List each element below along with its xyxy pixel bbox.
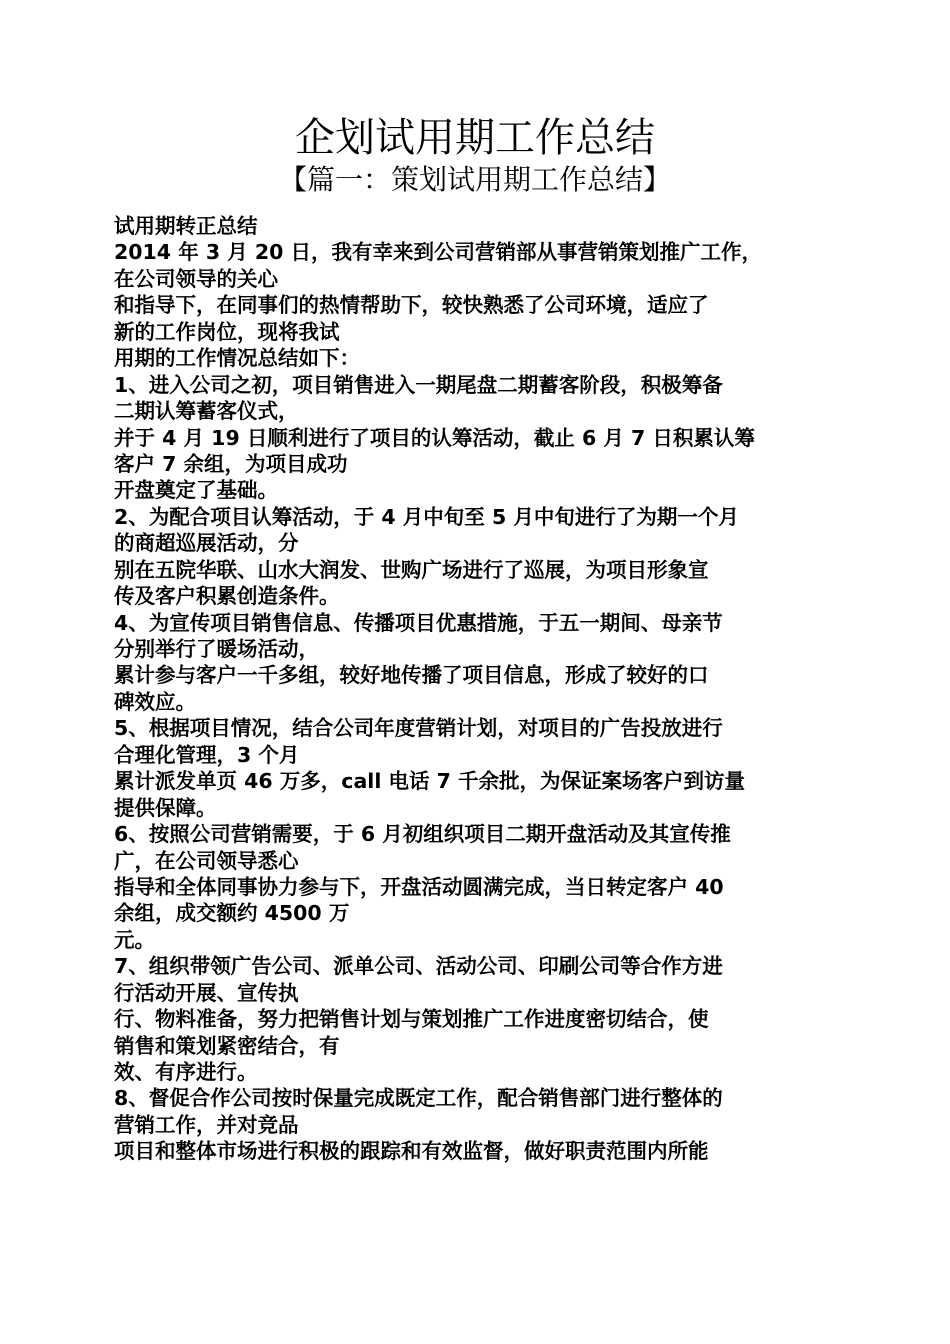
text-line: 1、进入公司之初，项目销售进入一期尾盘二期蓄客阶段，积极筹备 <box>114 372 723 397</box>
text-line: 广，在公司领导悉心 <box>114 848 299 873</box>
text-line: 累计参与客户一千多组，较好地传播了项目信息，形成了较好的口 <box>114 663 709 688</box>
text-line: 和指导下，在同事们的热情帮助下，较快熟悉了公司环境，适应了 <box>114 293 709 318</box>
text-line: 合理化管理，3 个月 <box>114 742 300 767</box>
text-line: 试用期转正总结 <box>114 214 258 238</box>
text-line: 别在五院华联、山水大润发、世购广场进行了巡展，为项目形象宣 <box>114 557 709 582</box>
text-line: 在公司领导的关心 <box>114 266 278 291</box>
text-line: 行活动开展、宣传执 <box>114 980 299 1005</box>
text-line: 用期的工作情况总结如下： <box>114 346 360 371</box>
text-line: 销售和策划紧密结合，有 <box>114 1033 340 1058</box>
text-line: 新的工作岗位，现将我试 <box>114 319 340 344</box>
text-line: 7、组织带领广告公司、派单公司、活动公司、印刷公司等合作方进 <box>114 954 723 979</box>
text-line: 指导和全体同事协力参与下，开盘活动圆满完成，当日转定客户 40 <box>114 874 724 899</box>
text-line: 5、根据项目情况，结合公司年度营销计划，对项目的广告投放进行 <box>114 716 723 741</box>
text-line: 8、督促合作公司按时保量完成既定工作，配合销售部门进行整体的 <box>114 1086 723 1111</box>
text-line: 行、物料准备，努力把销售计划与策划推广工作进度密切结合，使 <box>114 1007 709 1032</box>
text-line: 二期认筹蓄客仪式， <box>114 399 299 424</box>
document-title: 企划试用期工作总结 <box>295 115 655 161</box>
document-subtitle: 【篇一：策划试用期工作总结】 <box>278 163 671 196</box>
text-line: 客户 7 余组，为项目成功 <box>114 451 348 476</box>
text-line: 元。 <box>114 927 155 952</box>
text-line: 传及客户积累创造条件。 <box>114 584 340 609</box>
text-line: 2014 年 3 月 20 日，我有幸来到公司营销部从事营销策划推广工作， <box>114 240 763 265</box>
text-line: 碑效应。 <box>114 689 196 714</box>
text-line: 提供保障。 <box>114 795 217 820</box>
text-line: 开盘奠定了基础。 <box>114 478 278 503</box>
text-line: 项目和整体市场进行积极的跟踪和有效监督，做好职责范围内所能 <box>114 1139 709 1164</box>
text-line: 营销工作，并对竞品 <box>114 1112 299 1137</box>
text-line: 6、按照公司营销需要，于 6 月初组织项目二期开盘活动及其宣传推 <box>114 822 731 847</box>
text-line: 并于 4 月 19 日顺利进行了项目的认筹活动，截止 6 月 7 日积累认筹 <box>114 425 755 450</box>
text-line: 2、为配合项目认筹活动，于 4 月中旬至 5 月中旬进行了为期一个月 <box>114 504 739 529</box>
text-line: 4、为宣传项目销售信息、传播项目优惠措施，于五一期间、母亲节 <box>114 610 723 635</box>
text-line: 的商超巡展活动，分 <box>114 531 299 556</box>
text-line: 余组，成交额约 4500 万 <box>114 901 350 926</box>
text-line: 分别举行了暖场活动， <box>114 637 319 661</box>
document-body <box>114 213 844 1165</box>
text-line: 累计派发单页 46 万多，call 电话 7 千余批，为保证案场客户到访量 <box>114 769 746 794</box>
text-line: 效、有序进行。 <box>114 1060 258 1084</box>
